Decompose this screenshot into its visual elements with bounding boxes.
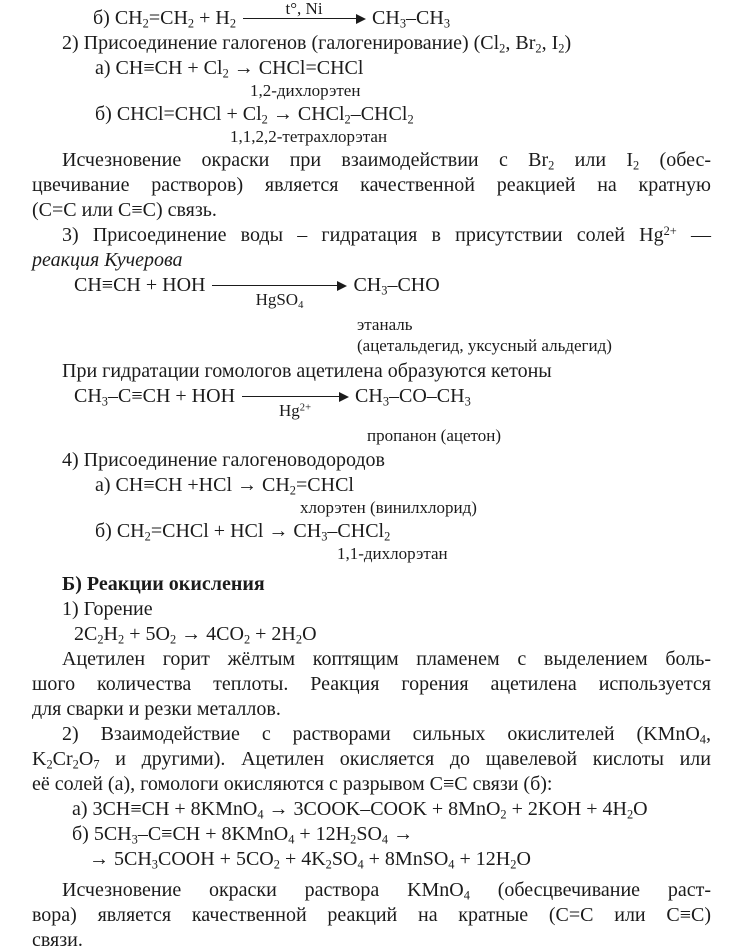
paragraph-line: (C=C или C≡C) связь. xyxy=(32,199,217,221)
list-item-halogenation: 2) Присоединение галогенов (галогенирование) ($Cl_2$, $Br_2$, $I_2$) xyxy=(62,32,572,56)
paragraph-line: Исчезновение окраски при взаимодействии с $Br_2$ или $I_2$ (обес- xyxy=(62,149,712,173)
equation-lhs: б) $CH_2=CH_2 + H_2$ xyxy=(93,7,237,31)
paragraph-line: для сварки и резки металлов. xyxy=(32,698,281,720)
product-caption-propanone: пропанон (ацетон) xyxy=(367,426,501,445)
equation-kmno4-b-line1: б) $5CH_3-C\equiv CH$ + 8KMnO$_4$ + $12H_2SO_4$ → xyxy=(72,823,414,847)
equation-hydrogenation-b xyxy=(93,0,711,31)
paragraph-line: шого количества теплоты. Реакция горения ацетилена используется xyxy=(32,673,711,695)
paragraph-line: её солей (а), гомологи окисляются с разрывом C≡C связи (б): xyxy=(32,773,553,795)
equation-hydrochlorination-a: а) $CH\equiv CH +HCl \to CH_2=CHCl$ xyxy=(95,474,354,498)
equation-rhs: $CH_3-CH_3$ xyxy=(372,7,451,31)
equation-kucherov xyxy=(74,273,711,311)
reaction-arrow xyxy=(212,280,346,311)
product-caption-tetrachloroethane: 1,1,2,2-тетрахлорэтан xyxy=(230,127,388,146)
paragraph-combustion xyxy=(32,647,711,722)
paragraph-line: 2) Взаимодействие с растворами сильных окислителей (KMnO$_4$, xyxy=(62,723,711,747)
product-caption-dichloroethene: 1,2-дихлорэтен xyxy=(250,81,361,100)
equation-combustion: $2C_2H_2 + 5O_2 \to 4CO_2 + 2H_2O$ xyxy=(74,623,317,647)
arrow-condition-label: t°, Ni xyxy=(285,0,323,18)
list-item-hydrohalogenation: 4) Присоединение галогеноводородов xyxy=(62,449,385,471)
sentence-ketones: При гидратации гомологов ацетилена образуются кетоны xyxy=(62,360,552,382)
section-heading-oxidation: Б) Реакции окисления xyxy=(62,573,265,595)
equation-hydrochlorination-b: б) $CH_2=CHCl$ + HCl → $CH_3-CHCl_2$ xyxy=(95,520,391,544)
equation-halogenation-a: а) $CH\equiv CH + Cl_2$ → CHCl=CHCl xyxy=(95,57,364,81)
reaction-arrow xyxy=(243,0,365,25)
paragraph-line: цвечивание растворов) является качественной реакцией на кратную xyxy=(32,174,711,196)
paragraph-line: Исчезновение окраски раствора KMnO$_4$ (обесцвечивание раст- xyxy=(62,879,711,903)
equation-ketone xyxy=(74,384,711,420)
paragraph-line: вора) является качественной реакций на кратные (C=C или C≡C) xyxy=(32,904,711,926)
list-item-hydration: 3) Присоединение воды – гидратация в присутствии солей $Hg^{2+}$ — xyxy=(62,223,711,246)
product-caption-dichloroethane: 1,1-дихлорэтан xyxy=(337,544,448,563)
reaction-arrow xyxy=(242,391,348,420)
paragraph-line: Ацетилен горит жёлтым коптящим пламенем с выделением боль- xyxy=(62,648,711,670)
paragraph-line: $K_2Cr_2O_7$ и другими). Ацетилен окисляется до щавелевой кислоты или xyxy=(32,748,711,772)
kucherov-reaction-label: реакция Кучерова xyxy=(32,249,183,271)
equation-rhs: $CH_3$–CHO xyxy=(353,274,440,298)
paragraph-oxidizers xyxy=(32,722,711,797)
section-item-hydration xyxy=(32,223,711,273)
equation-rhs: $CH_3-CO-CH_3$ xyxy=(355,385,471,409)
paragraph-kmno4-test xyxy=(32,878,711,949)
arrow-catalyst-label: HgSO$_4$ xyxy=(255,290,304,311)
equation-kmno4-b-line2: → $5CH_3COOH + 5CO_2 + 4K_2SO_4$ + 8MnSO$_4$ + $12H_2O$ xyxy=(89,848,531,872)
equation-kmno4-a: а) 3CH≡CH + 8KMnO$_4$ → 3COOK–COOK + $8MnO_2 + 2KOH + 4H_2O$ xyxy=(72,798,648,822)
equation-halogenation-b: б) CHCl=CHCl + $Cl_2$ → CHCl$_2$–CHCl$_2$ xyxy=(95,103,414,127)
equation-lhs: $CH_3-C\equiv CH$ + HOH xyxy=(74,385,236,409)
product-caption-chloroethene: хлорэтен (винилхлорид) xyxy=(300,498,477,517)
list-item-combustion: 1) Горение xyxy=(62,598,153,620)
product-caption-acetaldehyde: (ацетальдегид, уксусный альдегид) xyxy=(357,336,612,355)
product-caption-ethanal: этаналь xyxy=(357,315,413,334)
equation-lhs: CH≡CH + HOH xyxy=(74,274,206,296)
arrow-catalyst-label: $Hg^{2+}$ xyxy=(279,401,312,420)
paragraph-line: связи. xyxy=(32,929,83,949)
paragraph-bromine-test xyxy=(32,148,711,223)
